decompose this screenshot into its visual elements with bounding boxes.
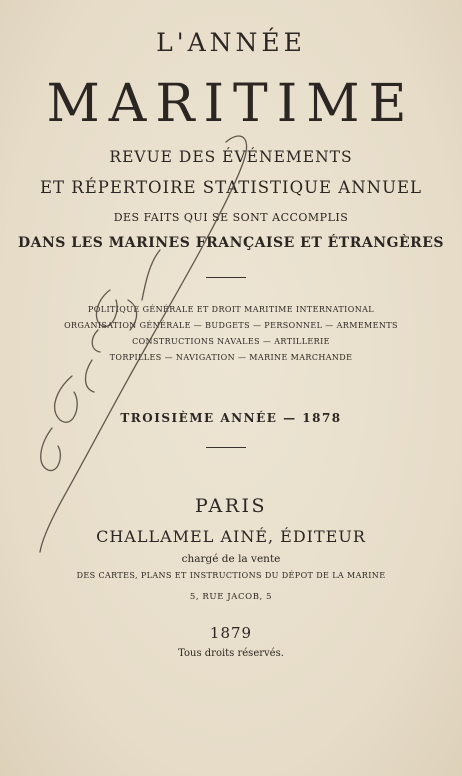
title-line-annee: L'ANNÉE	[156, 28, 306, 57]
divider-rule	[206, 277, 246, 278]
topic-line: CONSTRUCTIONS NAVALES — ARTILLERIE	[132, 337, 330, 346]
subtitle-faits: DES FAITS QUI SE SONT ACCOMPLIS	[113, 211, 349, 224]
topic-line: ORGANISATION GÉNÉRALE — BUDGETS — PERSONNEL — ARMEMENTS	[64, 321, 398, 330]
rights-line: Tous droits réservés.	[178, 648, 284, 659]
divider-rule	[206, 447, 246, 448]
publication-year: 1879	[209, 624, 253, 642]
address-line: 5, RUE JACOB, 5	[189, 592, 273, 602]
depot-line: DES CARTES, PLANS ET INSTRUCTIONS DU DÉPOT DE LA MARINE	[76, 571, 386, 580]
publisher-line: CHALLAMEL AINÉ, ÉDITEUR	[96, 527, 366, 546]
subtitle-marines: DANS LES MARINES FRANÇAISE ET ÉTRANGÈRES	[17, 235, 445, 251]
topic-line: POLITIQUE GÉNÉRALE ET DROIT MARITIME INTERNATIONAL	[88, 305, 374, 314]
subtitle-repertoire: ET RÉPERTOIRE STATISTIQUE ANNUEL	[40, 178, 422, 197]
subtitle-revue: REVUE DES ÉVÉNEMENTS	[109, 148, 353, 166]
topic-line: TORPILLES — NAVIGATION — MARINE MARCHANDE	[109, 353, 353, 362]
city-line: PARIS	[194, 495, 268, 517]
edition-line: TROISIÈME ANNÉE — 1878	[120, 411, 342, 425]
title-line-maritime: MARITIME	[46, 74, 416, 134]
charge-line: chargé de la vente	[181, 553, 281, 565]
